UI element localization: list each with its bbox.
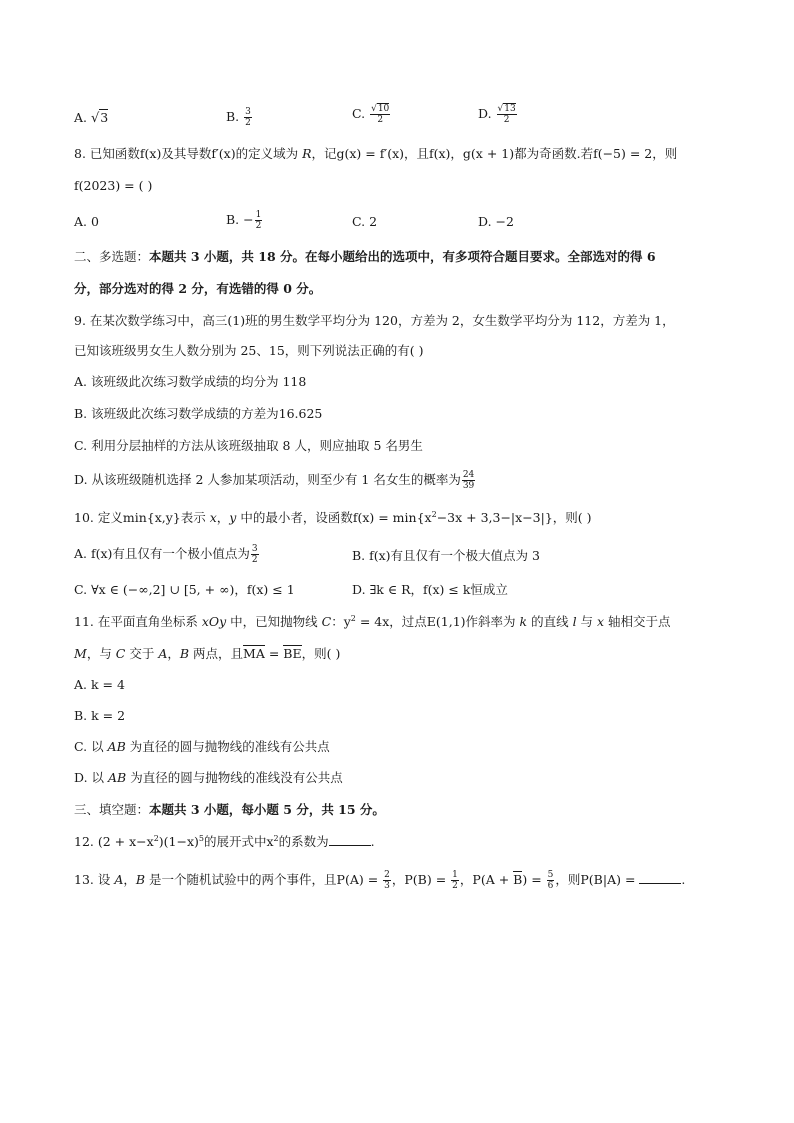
q8-option-d: D. −2 (478, 214, 514, 229)
section3-heading: 三、填空题：本题共 3 小题，每小题 5 分，共 15 分。 (74, 802, 385, 817)
q10-option-c: C. ∀x ∈ (−∞,2] ∪ [5, + ∞)，f(x) ≤ 1 (74, 582, 295, 597)
q13-answer-blank[interactable] (639, 872, 681, 884)
section2-heading-line2: 分，部分选对的得 2 分，有选错的得 0 分。 (74, 281, 322, 296)
q7-option-d: D. $\frac{√13}{2}$ (478, 104, 516, 125)
q12-stem: 12. $(2 + x-x^2)(1-x)^5$的展开式中$x^2$的系数为 . (74, 833, 375, 849)
q11-option-b: B. k = 2 (74, 708, 126, 723)
q10-option-b: B. f(x)有且仅有一个极大值点为 3 (352, 548, 540, 563)
q7-option-c: C. $\frac{√10}{2}$ (352, 104, 390, 125)
q8-option-a: A. 0 (74, 214, 99, 229)
q8-option-b: B. − $\frac{1}{2}$ (226, 210, 262, 231)
q9-option-b: B. 该班级此次练习数学成绩的方差为16.625 (74, 406, 323, 421)
q9-stem-line1: 9. 在某次数学练习中，高三(1)班的男生数学平均分为 120，方差为 2，女生数学平均分为 112，方差为 1， (74, 313, 675, 328)
q10-option-d: D. ∃k ∈ R，f(x) ≤ k恒成立 (352, 582, 508, 597)
q7-option-a: A. √3 (74, 110, 109, 126)
q10-option-a: A. f(x)有且仅有一个极小值点为 $\frac{3}{2}$ (74, 544, 258, 565)
q8-stem-line1: 8. 已知函数f(x)及其导数f′(x)的定义域为 R，记g(x) = f′(x)，且f(x)，g(x + 1)都为奇函数.若f(−5) = 2，则 (74, 146, 678, 161)
q11-option-a: A. k = 4 (74, 677, 125, 692)
q8-option-c: C. 2 (352, 214, 378, 229)
q11-stem-line2: M，与 C 交于 A，B 两点，且MA = BE，则( ) (74, 646, 341, 661)
q10-stem: 10. 定义min{x,y}表示 x，y 中的最小者，设函数$f(x) = \min\{x^2-3x + 3,3-|x-3|\}$，则( ) (74, 509, 592, 525)
section2-heading: 二、多选题：本题共 3 小题，共 18 分。在每小题给出的选项中，有多项符合题目要求。全部选对的得 6 (74, 249, 656, 264)
q11-option-d: D. 以 AB 为直径的圆与抛物线的准线没有公共点 (74, 770, 343, 785)
q13-stem: 13. 设 A，B 是一个随机试验中的两个事件，且P(A) = $\frac{2}{3}$ ，P(B) = $\frac{1}{2}$ ，P(A + B) = $\frac{5}{6}$ ，则P(B|A) = . (74, 870, 686, 891)
q9-option-d: D. 从该班级随机选择 2 人参加某项活动，则至少有 1 名女生的概率为 $\frac{24}{39}$ (74, 470, 475, 491)
q9-option-a: A. 该班级此次练习数学成绩的均分为 118 (74, 374, 307, 389)
q11-option-c: C. 以 AB 为直径的圆与抛物线的准线有公共点 (74, 739, 330, 754)
q8-stem-line2: f(2023) = ( ) (74, 178, 153, 193)
q11-stem-line1: 11. 在平面直角坐标系 xOy 中，已知抛物线 C：$y^2 = 4x$，过点E(1,1)作斜率为 k 的直线 l 与 x 轴相交于点 (74, 613, 671, 629)
q9-stem-line2: 已知该班级男女生人数分别为 25、15，则下列说法正确的有( ) (74, 343, 424, 358)
q9-option-c: C. 利用分层抽样的方法从该班级抽取 8 人，则应抽取 5 名男生 (74, 438, 423, 453)
q12-answer-blank[interactable] (329, 834, 371, 846)
q7-option-b: B. $\frac{3}{2}$ (226, 107, 251, 128)
